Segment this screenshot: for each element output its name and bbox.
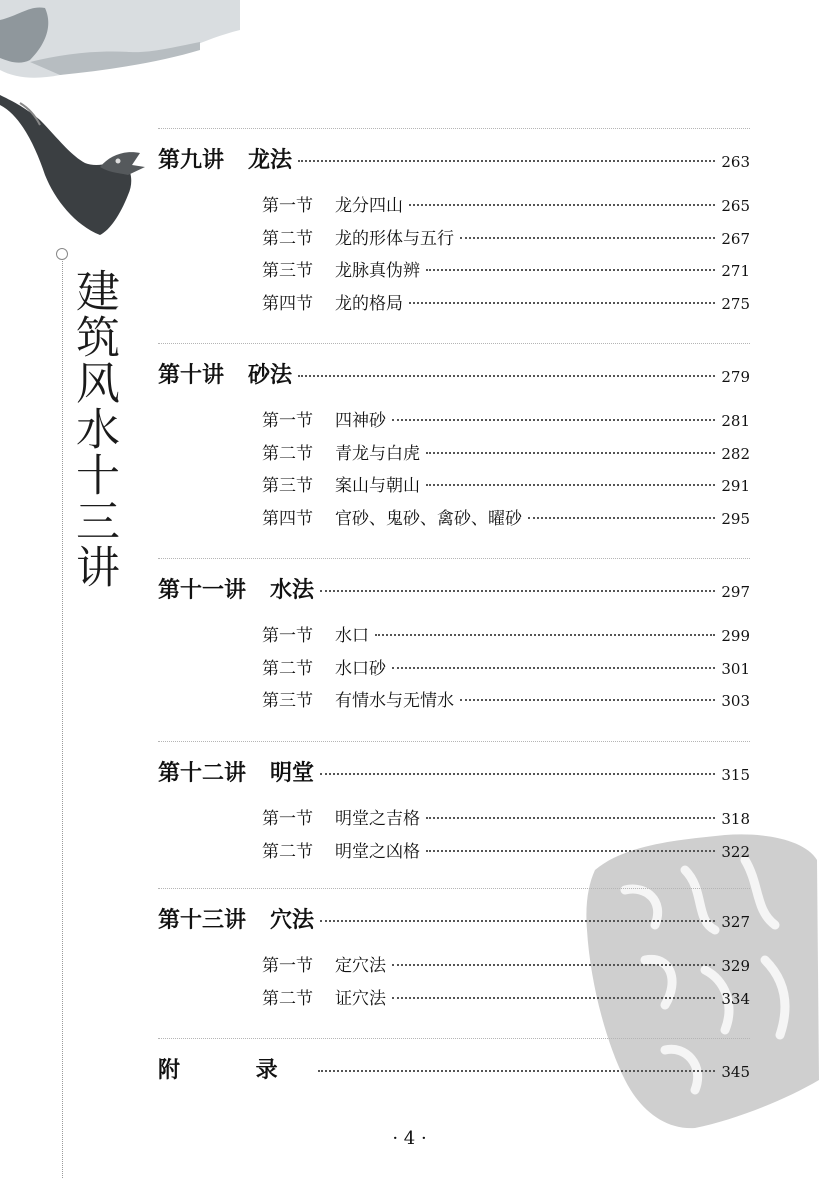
page-number: · 4 · [392,1128,427,1149]
section-divider [158,558,750,559]
section-label: 第四节 [262,293,313,314]
section-page-number: 318 [721,810,750,828]
section-divider [158,343,750,344]
section-title: 证穴法 [335,988,386,1009]
dot-leader [298,375,715,377]
chapter-page-number: 263 [721,153,750,171]
section-title: 官砂、鬼砂、禽砂、曜砂 [335,508,522,529]
section-page-number: 271 [721,262,750,280]
dot-leader [298,160,715,162]
section-title: 明堂之凶格 [335,841,420,862]
section-label: 第一节 [262,411,313,431]
toc-section-entry[interactable] [262,256,750,281]
section-label: 第一节 [262,809,313,829]
section-title: 青龙与白虎 [335,443,420,464]
dot-leader [392,964,715,966]
toc-chapter-entry[interactable] [158,358,750,389]
section-page-number: 295 [721,509,750,528]
dot-leader [320,590,715,592]
dragon-illustration [0,95,150,245]
section-label: 第三节 [262,691,313,711]
chapter-page-number: 297 [721,583,750,601]
section-page-number: 329 [721,957,750,975]
chapter-title: 穴法 [270,907,315,933]
dot-leader [528,517,715,519]
section-page-number: 265 [721,197,750,215]
chapter-page-number: 315 [721,766,750,784]
toc-section-entry[interactable] [262,621,750,646]
dot-leader [392,997,715,999]
dot-leader [426,817,715,819]
toc-section-entry[interactable] [262,289,750,314]
section-page-number: 303 [721,692,750,710]
toc-section-entry[interactable] [262,951,750,976]
dot-leader [460,699,715,701]
section-title: 明堂之吉格 [335,809,420,829]
section-title: 龙脉真伪辨 [335,261,420,281]
section-divider [158,1038,750,1039]
section-page-number: 334 [721,989,750,1008]
dot-leader [320,920,715,922]
section-label: 第二节 [262,658,313,679]
toc-chapter-entry[interactable] [158,143,750,174]
chapter-title: 龙法 [248,147,293,173]
chapter-label: 第九讲 [158,147,225,173]
table-of-contents [158,0,750,1178]
section-divider [158,741,750,742]
section-title: 定穴法 [335,956,386,976]
section-title: 龙分四山 [335,196,403,216]
toc-section-entry[interactable] [262,191,750,216]
section-page-number: 291 [721,477,750,495]
toc-section-entry[interactable] [262,686,750,711]
chapter-label: 第十三讲 [158,907,247,933]
chapter-label: 第十一讲 [158,577,247,603]
chapter-title: 水法 [270,577,315,603]
dot-leader [392,667,715,669]
toc-section-entry[interactable] [262,439,750,464]
toc-section-entry[interactable] [262,654,750,679]
section-page-number: 267 [721,229,750,248]
section-page-number: 282 [721,444,750,463]
section-page-number: 299 [721,627,750,645]
book-title-vertical: 建筑风水十三讲 [68,268,119,590]
dot-leader [320,773,715,775]
section-label: 第三节 [262,476,313,496]
chapter-label: 第十讲 [158,362,225,388]
section-title: 案山与朝山 [335,476,420,496]
section-label: 第一节 [262,196,313,216]
dot-leader [426,850,715,852]
chapter-label: 附 录 [158,1057,312,1083]
dot-leader [392,419,715,421]
dot-leader [426,484,715,486]
toc-section-entry[interactable] [262,224,750,249]
section-label: 第二节 [262,841,313,862]
dot-leader [409,302,715,304]
section-label: 第二节 [262,988,313,1009]
chapter-page-number: 345 [721,1063,750,1081]
section-title: 水口砂 [335,658,386,679]
toc-chapter-entry[interactable] [158,1053,750,1084]
chapter-page-number: 327 [721,913,750,931]
section-title: 龙的格局 [335,293,403,314]
section-title: 有情水与无情水 [335,691,454,711]
section-page-number: 301 [721,659,750,678]
section-title: 水口 [335,626,369,646]
toc-section-entry[interactable] [262,406,750,431]
dot-leader [318,1070,716,1072]
dot-leader [426,452,715,454]
toc-section-entry[interactable] [262,504,750,529]
dot-leader [409,204,715,206]
section-page-number: 322 [721,842,750,861]
toc-section-entry[interactable] [262,471,750,496]
section-label: 第一节 [262,626,313,646]
toc-section-entry[interactable] [262,804,750,829]
chapter-page-number: 279 [721,368,750,386]
vertical-guide-line [62,258,63,1178]
toc-chapter-entry[interactable] [158,903,750,934]
section-title: 龙的形体与五行 [335,228,454,249]
section-divider [158,128,750,129]
section-label: 第一节 [262,956,313,976]
toc-section-entry[interactable] [262,837,750,862]
chapter-title: 明堂 [270,760,315,786]
chapter-title: 砂法 [248,362,293,388]
section-divider [158,888,750,889]
section-label: 第二节 [262,228,313,249]
toc-chapter-entry[interactable] [158,573,750,604]
toc-section-entry[interactable] [262,984,750,1009]
section-label: 第二节 [262,443,313,464]
dot-leader [460,237,715,239]
dot-leader [426,269,715,271]
dot-leader [375,634,715,636]
guide-ornament-circle [56,248,68,260]
section-label: 第四节 [262,508,313,529]
section-page-number: 281 [721,412,750,430]
section-label: 第三节 [262,261,313,281]
chapter-label: 第十二讲 [158,760,247,786]
toc-chapter-entry[interactable] [158,756,750,787]
section-page-number: 275 [721,294,750,313]
section-title: 四神砂 [335,411,386,431]
